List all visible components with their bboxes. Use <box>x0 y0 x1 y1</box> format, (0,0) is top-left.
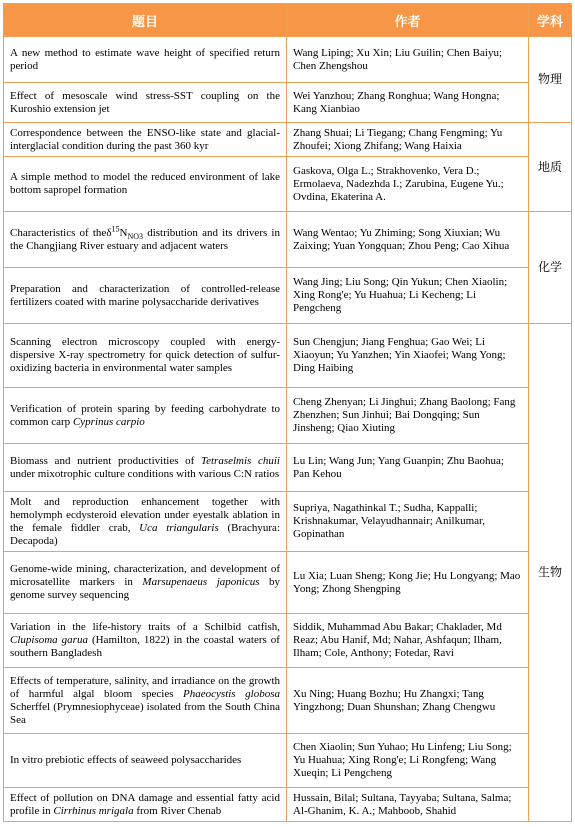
article-title: Molt and reproduction enhancement together with hemolymph ecdysteroid elevation under eyestalk ablation in the female fiddler crab, Uca triangularis (Brachyura: Decapoda) <box>4 492 287 552</box>
article-table <box>3 3 572 822</box>
article-authors: Cheng Zhenyan; Li Jinghui; Zhang Baolong; Fang Zhenzhen; Sun Jinhui; Bai Dongqing; Sun Jinsheng; Qiao Xiuting <box>287 388 529 444</box>
article-authors: Zhang Shuai; Li Tiegang; Chang Fengming; Yu Zhoufei; Xiong Zhifang; Wang Haixia <box>287 123 529 157</box>
subject-physics: 物理 <box>529 37 572 123</box>
article-authors: Chen Xiaolin; Sun Yuhao; Hu Linfeng; Liu Song; Yu Huahua; Xing Rong'e; Li Rongfeng; Wang Xueqin; Li Pengcheng <box>287 734 529 788</box>
article-authors: Wang Wentao; Yu Zhiming; Song Xiuxian; Wu Zaixing; Yuan Yongquan; Zhou Peng; Cao Xihua <box>287 212 529 268</box>
article-title: Preparation and characterization of controlled-release fertilizers coated with marine polysaccharide derivatives <box>4 268 287 324</box>
article-authors: Supriya, Nagathinkal T.; Sudha, Kappalli; Krishnakumar, Velayudhannair; Anilkumar, Gopinathan <box>287 492 529 552</box>
header-title: 题目 <box>4 4 287 37</box>
article-title: Correspondence between the ENSO-like state and glacial-interglacial condition during the past 360 kyr <box>4 123 287 157</box>
article-title: In vitro prebiotic effects of seaweed polysaccharides <box>4 734 287 788</box>
article-authors: Gaskova, Olga L.; Strakhovenko, Vera D.; Ermolaeva, Nadezhda I.; Zarubina, Eugene Yu.; Ovdina, Ekaterina A. <box>287 157 529 212</box>
table-row <box>4 734 572 788</box>
article-authors: Siddik, Muhammad Abu Bakar; Chaklader, Md Reaz; Abu Hanif, Md; Nahar, Ashfaqun; Ilham, Ilham; Cole, Anthony; Fotedar, Ravi <box>287 614 529 668</box>
article-authors: Lu Xia; Luan Sheng; Kong Jie; Hu Longyang; Mao Yong; Zhong Shengping <box>287 552 529 614</box>
table-row <box>4 324 572 388</box>
subject-biology: 生物 <box>529 324 572 822</box>
table-row <box>4 212 572 268</box>
article-title: Genome-wide mining, characterization, and development of microsatellite markers in Marsupenaeus japonicus by genome survey sequencing <box>4 552 287 614</box>
table-row <box>4 492 572 552</box>
header-subject: 学科 <box>529 4 572 37</box>
table-row <box>4 444 572 492</box>
article-title: A new method to estimate wave height of specified return period <box>4 37 287 83</box>
article-authors: Wang Liping; Xu Xin; Liu Guilin; Chen Baiyu; Chen Zhengshou <box>287 37 529 83</box>
article-authors: Wei Yanzhou; Zhang Ronghua; Wang Hongna; Kang Xianbiao <box>287 83 529 123</box>
article-title: Effects of temperature, salinity, and irradiance on the growth of harmful algal bloom species Phaeocystis globosa Scherffel (Prymnesiophyceae) isolated from the South China Sea <box>4 668 287 734</box>
article-title: A simple method to model the reduced environment of lake bottom sapropel formation <box>4 157 287 212</box>
table-row <box>4 668 572 734</box>
header-author: 作者 <box>287 4 529 37</box>
article-authors: Sun Chengjun; Jiang Fenghua; Gao Wei; Li Xiaoyun; Yu Yanzhen; Yin Xiaofei; Wang Yong; Ding Haibing <box>287 324 529 388</box>
table-row <box>4 388 572 444</box>
article-authors: Hussain, Bilal; Sultana, Tayyaba; Sultana, Salma; Al-Ghanim, K. A.; Mahboob, Shahid <box>287 788 529 822</box>
article-title: Biomass and nutrient productivities of Tetraselmis chuii under mixotrophic culture conditions with various C:N ratios <box>4 444 287 492</box>
table-row <box>4 123 572 157</box>
table-header-row <box>4 4 572 37</box>
article-title: Characteristics of $the\delta^{15}N_{NO3}$ distribution and its drivers in the Changjiang River estuary and adjacent waters <box>4 212 287 268</box>
article-authors: Wang Jing; Liu Song; Qin Yukun; Chen Xiaolin; Xing Rong'e; Yu Huahua; Li Kecheng; Li Pengcheng <box>287 268 529 324</box>
article-title: Scanning electron microscopy coupled with energy-dispersive X-ray spectrometry for quick detection of sulfur-oxidizing bacteria in environmental water samples <box>4 324 287 388</box>
article-title: Variation in the life-history traits of a Schilbid catfish, Clupisoma garua (Hamilton, 1822) in the coastal waters of southern Bangladesh <box>4 614 287 668</box>
table-row <box>4 37 572 83</box>
subject-chemistry: 化学 <box>529 212 572 324</box>
table-row <box>4 788 572 822</box>
table-row <box>4 614 572 668</box>
table-row <box>4 268 572 324</box>
table-row <box>4 157 572 212</box>
article-title: Effect of mesoscale wind stress-SST coupling on the Kuroshio extension jet <box>4 83 287 123</box>
article-title: Effect of pollution on DNA damage and essential fatty acid profile in Cirrhinus mrigala from River Chenab <box>4 788 287 822</box>
subject-geology: 地质 <box>529 123 572 212</box>
article-authors: Lu Lin; Wang Jun; Yang Guanpin; Zhu Baohua; Pan Kehou <box>287 444 529 492</box>
article-title: Verification of protein sparing by feeding carbohydrate to common carp Cyprinus carpio <box>4 388 287 444</box>
table-row <box>4 83 572 123</box>
article-authors: Xu Ning; Huang Bozhu; Hu Zhangxi; Tang Yingzhong; Duan Shunshan; Zhang Chengwu <box>287 668 529 734</box>
table-row <box>4 552 572 614</box>
